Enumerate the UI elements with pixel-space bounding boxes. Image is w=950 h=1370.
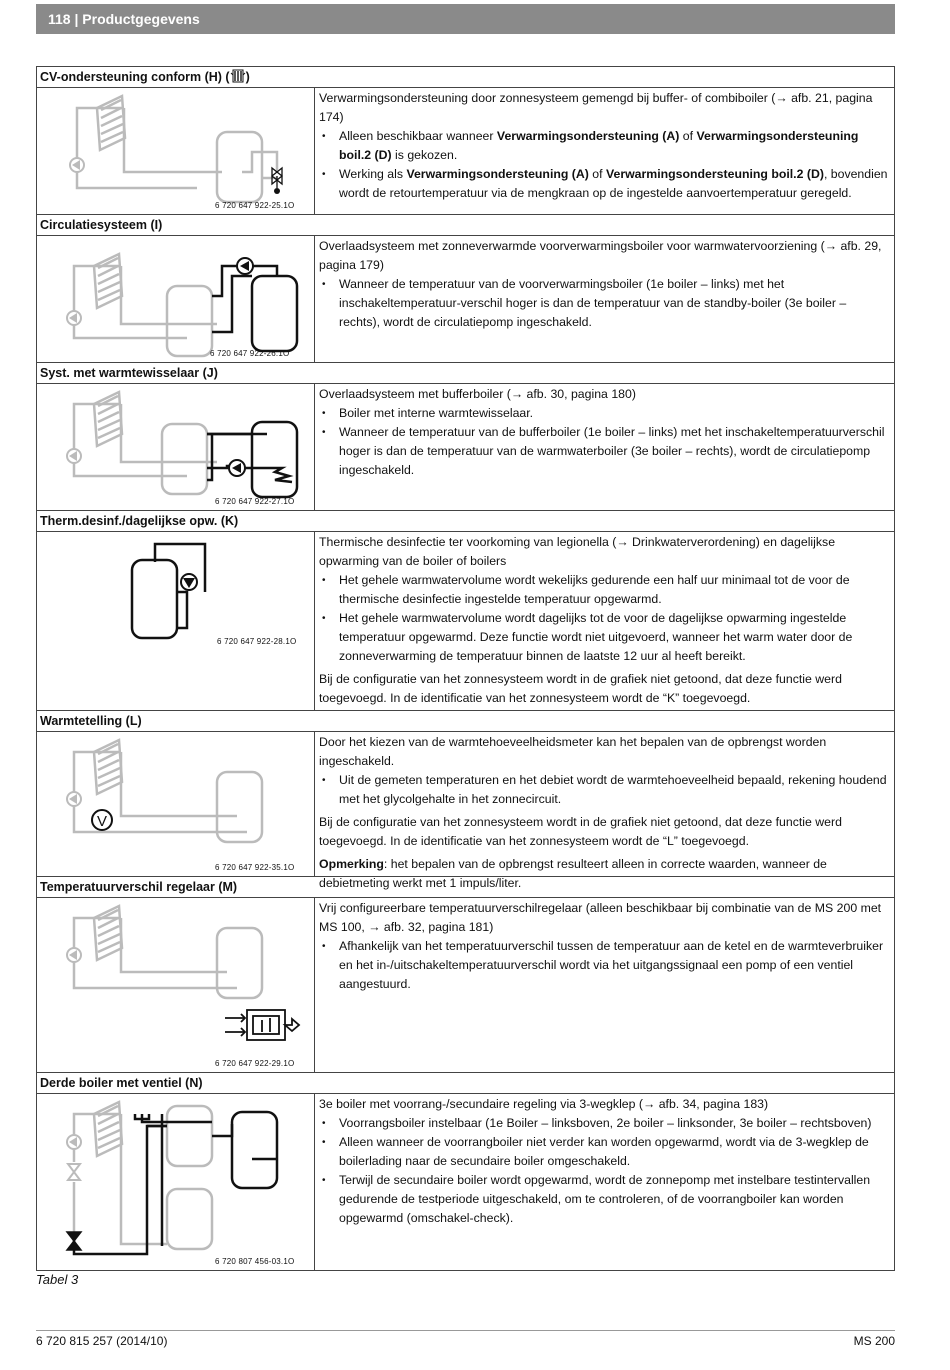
section-title-k: Therm.desinf./dagelijkse opw. (K)	[37, 511, 894, 532]
bullet-item: • Het gehele warmwatervolume wordt dagelijks tot de voor de dagelijkse opwarming ingestelde temperatuur opgewarmd. Deze functie wordt niet uitgevoerd, wanneer het warm water door de zonneverwarming de temperatuur binnen de laatste 12 uur al heeft bereikt.	[319, 609, 890, 666]
section-title-n: Derde boiler met ventiel (N)	[37, 1073, 894, 1094]
section-body-h	[37, 88, 894, 215]
system-diagram-m	[37, 898, 314, 1072]
note-text: Bij de configuratie van het zonnesysteem wordt in de grafiek niet getoond, dat deze functie werd toegevoegd. In de identificatie van het zonnesysteem wordt de “K” toegevoegd.	[319, 672, 842, 705]
diagram-i	[37, 236, 315, 362]
diagram-h	[37, 88, 315, 214]
table-caption: Tabel 3	[36, 1272, 79, 1287]
remark-text: Opmerking: het bepalen van de opbrengst resulteert alleen in correcte waarden, wanneer de debietmeting werkt met 1 impuls/liter.	[319, 857, 827, 890]
bullet-list	[319, 571, 890, 666]
section-title-l: Warmtetelling (L)	[37, 711, 894, 732]
system-diagram-k	[37, 532, 314, 710]
section-title-i: Circulatiesysteem (I)	[37, 215, 894, 236]
system-diagram-n	[37, 1094, 314, 1270]
bullet-list	[319, 1114, 890, 1228]
diagram-m	[37, 898, 315, 1072]
footer-product: MS 200	[853, 1334, 895, 1348]
intro-text: Door het kiezen van de warmtehoeveelheidsmeter kan het bepalen van de opbrengst worden ingeschakeld.	[319, 735, 827, 768]
intro-text: 3e boiler met voorrang-/secundaire regeling via 3-wegklep (→ afb. 34, pagina 183)	[319, 1097, 769, 1111]
footer-divider	[36, 1330, 895, 1331]
page-header: 118 | Productgegevens	[36, 4, 895, 34]
diagram-j	[37, 384, 315, 510]
section-title-j: Syst. met warmtewisselaar (J)	[37, 363, 894, 384]
bullet-item: • Werking als Verwarmingsondersteuning (A) of Verwarmingsondersteuning boil.2 (D), bovendien wordt de retourtemperatuur via de mengkraan op de ingestelde aanvoertemperatuur geregeld.	[319, 165, 890, 203]
system-diagram-i	[37, 236, 314, 362]
description-j	[315, 384, 894, 510]
header-section: Productgegevens	[82, 11, 200, 27]
description-i	[315, 236, 894, 362]
description-m	[315, 898, 894, 1072]
bullet-item: • Afhankelijk van het temperatuurverschil tussen de temperatuur aan de ketel en de warmteverbruiker en het in-/uitschakeltemperatuurverschil wordt via het uitgangssignaal een pomp of een ventiel aangestuurd.	[319, 937, 890, 994]
system-diagram-h	[37, 88, 314, 214]
radiator-icon	[230, 69, 246, 83]
section-body-i	[37, 236, 894, 363]
bullet-list	[319, 937, 890, 994]
bullet-item: • Alleen wanneer de voorrangboiler niet verder kan worden opgewarmd, wordt via de 3-wegklep de boilerlading naar de secundaire boiler omgeschakeld.	[319, 1133, 890, 1171]
bullet-item: • Terwijl de secundaire boiler wordt opgewarmd, wordt de zonnepomp met instelbare testintervallen gedurende de testperiode uitgeschakeld, om te controleren, of de voorrangboiler kan worden opgewarmd (omschakel-check).	[319, 1171, 890, 1228]
intro-text: Thermische desinfectie ter voorkoming van legionella (→ Drinkwaterverordening) en dagelijkse opwarming van de boiler of boilers	[319, 535, 836, 568]
diagram-l	[37, 732, 315, 876]
description-k	[315, 532, 894, 710]
description-n	[315, 1094, 894, 1270]
figure-code: 6 720 647 922-27.1O	[215, 497, 295, 506]
section-title-h: CV-ondersteuning conform (H) ( )	[37, 67, 894, 88]
description-l	[315, 732, 894, 890]
figure-code: 6 720 807 456-03.1O	[215, 1257, 295, 1266]
product-table	[36, 66, 895, 1271]
section-body-m	[37, 898, 894, 1073]
figure-code: 6 720 647 922-26.1O	[210, 349, 290, 358]
intro-text: Vrij configureerbare temperatuurverschilregelaar (alleen beschikbaar bij combinatie van de MS 200 met MS 100, → afb. 32, pagina 181)	[319, 901, 882, 934]
bullet-list	[319, 404, 890, 480]
bullet-item: • Uit de gemeten temperaturen en het debiet wordt de warmtehoeveelheid bepaald, rekening houdend met het glycolgehalte in het zonnecircuit.	[319, 771, 890, 809]
system-diagram-l	[37, 732, 314, 876]
figure-code: 6 720 647 922-35.1O	[215, 863, 295, 872]
system-diagram-j	[37, 384, 314, 510]
bullet-list	[319, 127, 890, 203]
figure-code: 6 720 647 922-29.1O	[215, 1059, 295, 1068]
bullet-item: • Wanneer de temperatuur van de bufferboiler (1e boiler – links) met het inschakeltemperatuurverschil hoger is dan de temperatuur van de warmwaterboiler (3e boiler – rechts), wordt de circulatiepomp ingeschakeld.	[319, 423, 890, 480]
bullet-item: • Boiler met interne warmtewisselaar.	[319, 404, 890, 423]
diagram-n	[37, 1094, 315, 1270]
note-text: Bij de configuratie van het zonnesysteem wordt in de grafiek niet getoond, dat deze functie werd toegevoegd. In de identificatie van het zonnesysteem wordt de “L” toegevoegd.	[319, 815, 842, 848]
figure-code: 6 720 647 922-28.1O	[217, 637, 297, 646]
description-h	[315, 88, 894, 214]
bullet-item: • Alleen beschikbaar wanneer Verwarmingsondersteuning (A) of Verwarmingsondersteuning boil.2 (D) is gekozen.	[319, 127, 890, 165]
intro-text: Verwarmingsondersteuning door zonnesysteem gemengd bij buffer- of combiboiler (→ afb. 21, pagina 174)	[319, 91, 873, 124]
section-body-k	[37, 532, 894, 711]
section-title-m: Temperatuurverschil regelaar (M)	[37, 877, 894, 898]
svg-text:V: V	[96, 813, 108, 830]
bullet-list	[319, 275, 890, 332]
bullet-item: • Voorrangsboiler instelbaar (1e Boiler – linksboven, 2e boiler – linksonder, 3e boiler – rechtsboven)	[319, 1114, 890, 1133]
section-body-n	[37, 1094, 894, 1270]
intro-text: Overlaadsysteem met bufferboiler (→ afb. 30, pagina 180)	[319, 387, 636, 401]
intro-text: Overlaadsysteem met zonneverwarmde voorverwarmingsboiler voor warmwatervoorziening (→ afb. 29, pagina 179)	[319, 239, 882, 272]
section-body-j	[37, 384, 894, 511]
diagram-k	[37, 532, 315, 710]
bullet-list	[319, 771, 890, 809]
page-number: 118	[48, 11, 71, 27]
figure-code: 6 720 647 922-25.1O	[215, 201, 295, 210]
footer-doc-number: 6 720 815 257 (2014/10)	[36, 1334, 168, 1348]
bullet-item: • Wanneer de temperatuur van de voorverwarmingsboiler (1e boiler – links) met het inschakeltemperatuur-verschil hoger is dan de temperatuur van de standby-boiler (3e boiler – rechts), wordt de circulatiepomp ingeschakeld.	[319, 275, 890, 332]
bullet-item: • Het gehele warmwatervolume wordt wekelijks gedurende een half uur minimaal tot de voor de thermische desinfectie ingestelde temperatuur opgewarmd.	[319, 571, 890, 609]
